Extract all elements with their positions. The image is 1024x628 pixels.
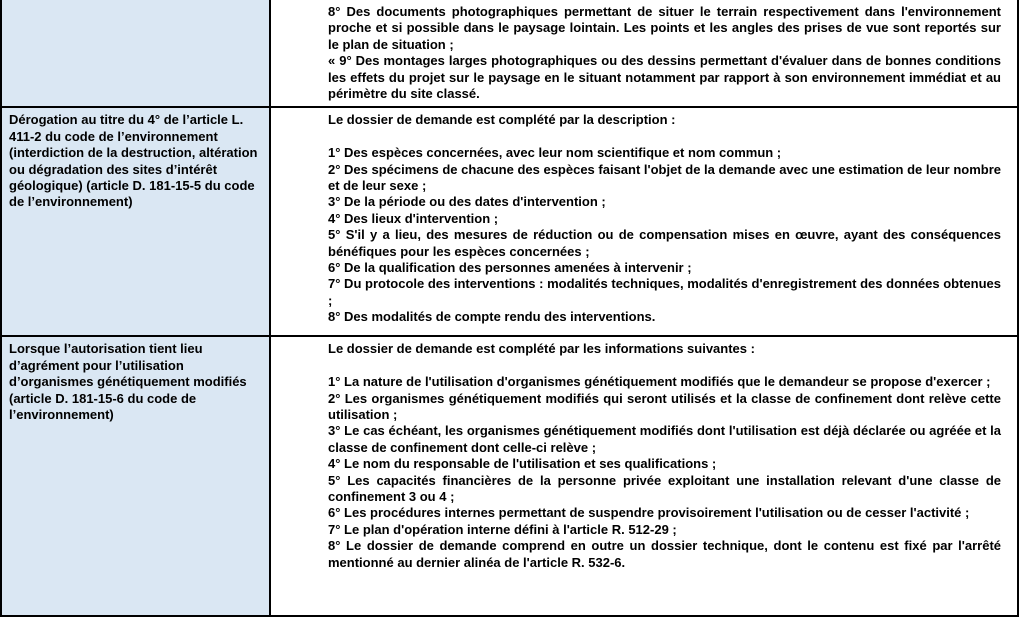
row-header-cell — [1, 0, 270, 107]
body-item: 6° Les procédures internes permettant de suspendre provisoirement l'utilisation ou de cesser l'activité ; — [328, 505, 970, 521]
body-item: 4° Le nom du responsable de l'utilisation et ses qualifications ; — [328, 456, 717, 472]
body-item: 2° Les organismes génétiquement modifiés qui seront utilisés et la classe de confinement dont relève cette utilisation ; — [328, 390, 1001, 423]
body-item: 5° Les capacités financières de la personne privée exploitant une installation relevant d'une classe de confinement 3 ou 4 ; — [328, 472, 1001, 505]
body-item: 8° Le dossier de demande comprend en outre un dossier technique, dont le contenu est fixé par l'arrêté mentionné au dernier alinéa de l'article R. 532-6. — [328, 538, 1001, 570]
body-item: 3° Le cas échéant, les organismes génétiquement modifiés dont l'utilisation est déjà déclarée ou agréée et la classe de confinement dont celle-ci relève ; — [328, 423, 1001, 455]
body-item: 3° De la période ou des dates d'intervention ; — [328, 194, 606, 210]
body-item: 1° Des espèces concernées, avec leur nom scientifique et nom commun ; — [328, 145, 782, 161]
row-body-cell — [270, 107, 1018, 336]
body-item: 4° Des lieux d'intervention ; — [328, 210, 499, 226]
row-header-cell: Dérogation au titre du 4° de l’article L. 411-2 du code de l’environnement (interdiction de la destruction, altération ou dégradation des sites d’intérêt géologique) (article D. 181-15-5 du code de l’environnement) — [1, 107, 270, 336]
body-intro: Le dossier de demande est complété par la description : — [328, 112, 676, 128]
body-item: 5° S'il y a lieu, des mesures de réduction ou de compensation mises en œuvre, ayant des conséquences bénéfiques pour les espèces concernées ; — [328, 227, 1001, 259]
body-paragraph: 8° Des documents photographiques permettant de situer le terrain respectivement dans l'environnement proche et si possible dans le paysage lointain. Les points et les angles des prises de vue sont reportés sur le plan de situation ; — [328, 4, 1001, 52]
body-intro: Le dossier de demande est complété par les informations suivantes : — [328, 341, 755, 357]
body-item: 8° Des modalités de compte rendu des interventions. — [328, 309, 656, 325]
body-item: 7° Du protocole des interventions : modalités techniques, modalités d'enregistrement des données obtenues ; — [328, 276, 1001, 308]
row-header-cell: Lorsque l’autorisation tient lieu d’agrément pour l’utilisation d’organismes génétiquement modifiés (article D. 181-15-6 du code de l’environnement) — [1, 336, 270, 616]
row-body-cell — [270, 336, 1018, 616]
row-body-cell — [270, 0, 1018, 107]
body-item: 6° De la qualification des personnes amenées à intervenir ; — [328, 260, 692, 276]
table-row — [1, 336, 1018, 616]
body-paragraph: « 9° Des montages larges photographiques ou des dessins permettant d'évaluer dans de bonnes conditions les effets du projet sur le paysage en le situant notamment par rapport à son environnement immédiat et au périmètre du site classé. — [328, 53, 1001, 102]
body-item: 7° Le plan d'opération interne défini à l'article R. 512-29 ; — [328, 521, 677, 537]
body-item: 1° La nature de l'utilisation d'organismes génétiquement modifiés que le demandeur se propose d'exercer ; — [328, 374, 991, 390]
table-row — [1, 0, 1018, 107]
table-row — [1, 107, 1018, 336]
body-item: 2° Des spécimens de chacune des espèces faisant l'objet de la demande avec une estimation de leur nombre et de leur sexe ; — [328, 161, 1001, 194]
